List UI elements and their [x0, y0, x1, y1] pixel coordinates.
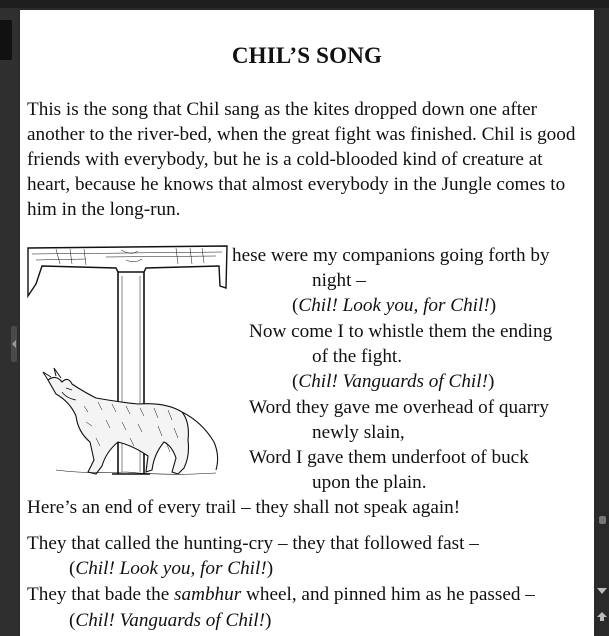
verse-line-5: Here’s an end of every trail – they shall not speak again! — [27, 497, 461, 518]
scroll-to-top-icon[interactable] — [597, 612, 607, 622]
verse-line-4-cont: upon the plain. — [312, 472, 427, 493]
scrollbar-thumb[interactable] — [599, 516, 606, 524]
verse-line-1-cont: night – — [312, 270, 366, 291]
verse-line-2: Now come I to whistle them the ending — [249, 321, 553, 342]
scroll-down-arrow-icon[interactable] — [597, 588, 607, 594]
stanza2-refrain-2: (Chil! Vanguards of Chil!) — [69, 610, 272, 631]
stanza2-line-1: They that called the hunting-cry – they that followed fast – — [27, 533, 479, 554]
intro-paragraph: This is the song that Chil sang as the kites dropped down one after another to the river-bed, when the great fight was finished. Chil is good friends with everybody, but he is a cold-blooded kind of creature at heart, because he knows that almost everybody in the Jungle comes to him in the long-run. — [27, 99, 576, 220]
collapse-panel-handle[interactable] — [11, 326, 17, 362]
side-panel — [0, 8, 19, 636]
stanza2-refrain-1: (Chil! Look you, for Chil!) — [69, 558, 274, 579]
dropcap-letter-t — [28, 246, 227, 474]
side-panel-tab[interactable] — [0, 20, 12, 60]
verse-line-4: Word I gave them underfoot of buck — [249, 447, 529, 468]
verse-line-2-cont: of the fight. — [312, 346, 403, 367]
page-title: CHIL’S SONG — [231, 43, 383, 68]
stanza2-line-2: They that bade the sambhur wheel, and pinned him as he passed – — [27, 584, 535, 605]
verse-line-3-cont: newly slain, — [312, 422, 405, 443]
refrain-1: (Chil! Look you, for Chil!) — [292, 295, 497, 316]
document-page — [20, 10, 594, 636]
dropcap-illustration — [26, 242, 229, 481]
verse-line-1: hese were my companions going forth by — [232, 245, 550, 266]
vertical-scrollbar[interactable] — [595, 8, 609, 636]
verse-line-3: Word they gave me overhead of quarry — [249, 397, 550, 418]
window-top-strip — [0, 0, 609, 8]
refrain-2: (Chil! Vanguards of Chil!) — [292, 371, 495, 392]
